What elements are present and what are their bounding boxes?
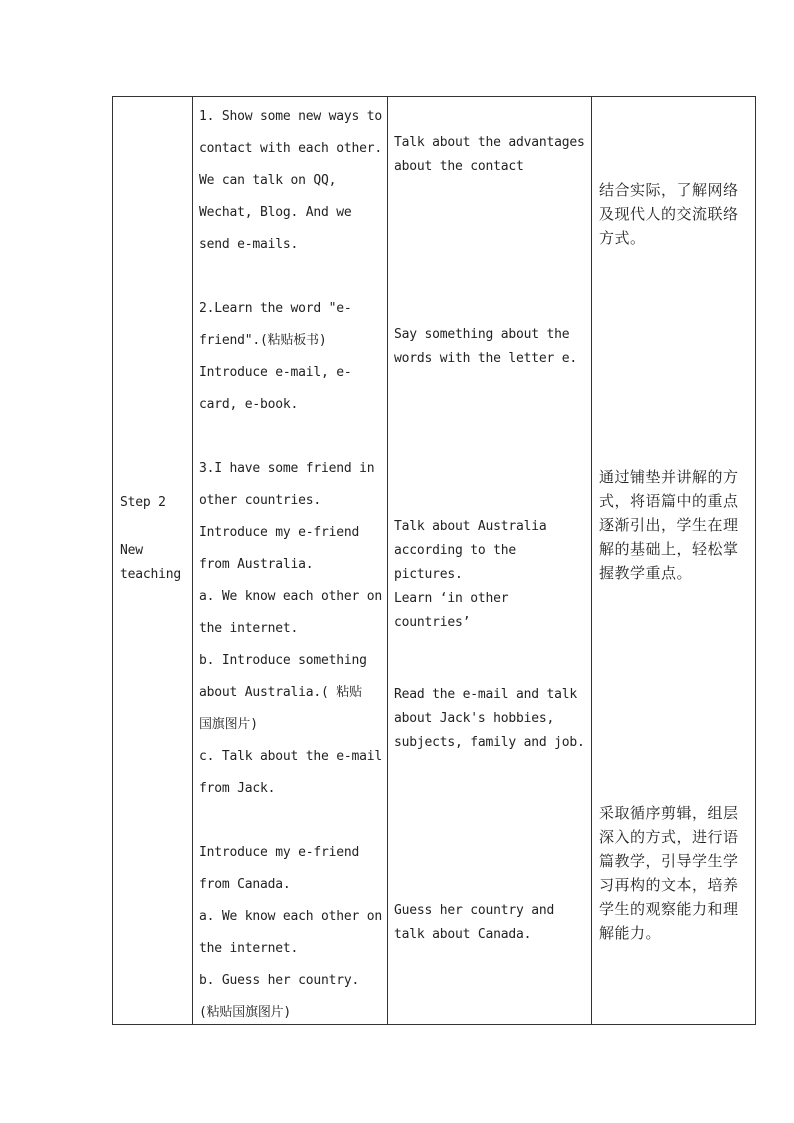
column-divider: [591, 97, 592, 1024]
purpose-line: 握教学重点。: [599, 564, 693, 582]
procedure-line: contact with each other.: [199, 141, 383, 156]
activity-line: talk about Canada.: [394, 927, 532, 942]
activity-line: Talk about the advantages: [394, 135, 585, 150]
activity-line: pictures.: [394, 567, 463, 582]
purpose-line: 方式。: [599, 229, 646, 247]
purpose-line: 采取循序剪辑，组层: [599, 804, 739, 822]
procedure-line: from Canada.: [199, 877, 291, 892]
column-divider: [387, 97, 388, 1024]
purpose-line: 学生的观察能力和理: [599, 900, 739, 918]
procedure-line: 1. Show some new ways to: [199, 109, 383, 124]
activity-line: according to the: [394, 543, 517, 558]
purpose-line: 及现代人的交流联络: [599, 205, 739, 223]
activity-line: Read the e-mail and talk: [394, 687, 578, 702]
procedure-line: about Australia.( 粘贴: [199, 685, 362, 700]
step-label: Step 2: [120, 495, 166, 510]
purpose-line: 篇教学，引导学生学: [599, 852, 739, 870]
procedure-line: 国旗图片): [199, 717, 258, 732]
purpose-line: 深入的方式，进行语: [599, 828, 739, 846]
procedure-line: friend".(粘贴板书): [199, 333, 327, 348]
purpose-line: 式，将语篇中的重点: [599, 492, 739, 510]
procedure-line: send e-mails.: [199, 237, 299, 252]
procedure-line: Introduce my e-friend: [199, 845, 360, 860]
procedure-line: 2.Learn the word "e-: [199, 301, 352, 316]
procedure-line: from Jack.: [199, 781, 276, 796]
procedure-line: other countries.: [199, 493, 322, 508]
activity-line: about the contact: [394, 159, 524, 174]
purpose-line: 结合实际，了解网络: [599, 181, 739, 199]
procedure-line: a. We know each other on: [199, 909, 383, 924]
activity-line: subjects, family and job.: [394, 735, 585, 750]
activity-line: countries’: [394, 615, 471, 630]
purpose-line: 逐渐引出，学生在理: [599, 516, 739, 534]
purpose-line: 解能力。: [599, 924, 662, 942]
activity-line: Talk about Australia: [394, 519, 547, 534]
purpose-line: 解的基础上，轻松掌: [599, 540, 739, 558]
procedure-line: b. Guess her country.: [199, 973, 360, 988]
purpose-line: 通过铺垫并讲解的方: [599, 468, 739, 486]
procedure-line: a. We know each other on: [199, 589, 383, 604]
procedure-line: from Australia.: [199, 557, 314, 572]
procedure-line: Introduce e-mail, e-: [199, 365, 352, 380]
procedure-line: (粘贴国旗图片): [199, 1005, 292, 1020]
procedure-line: We can talk on QQ,: [199, 173, 337, 188]
procedure-line: the internet.: [199, 621, 299, 636]
activity-line: Say something about the: [394, 327, 570, 342]
purpose-line: 习再构的文本，培养: [599, 876, 739, 894]
activity-line: Guess her country and: [394, 903, 555, 918]
activity-line: words with the letter e.: [394, 351, 578, 366]
procedure-line: b. Introduce something: [199, 653, 367, 668]
procedure-line: card, e-book.: [199, 397, 299, 412]
procedure-line: the internet.: [199, 941, 299, 956]
step-title-line: teaching: [120, 567, 182, 582]
procedure-line: Introduce my e-friend: [199, 525, 360, 540]
procedure-line: Wechat, Blog. And we: [199, 205, 352, 220]
step-title-line: New: [120, 543, 143, 558]
activity-line: Learn ‘in other: [394, 591, 509, 606]
column-divider: [192, 97, 193, 1024]
activity-line: about Jack's hobbies,: [394, 711, 555, 726]
procedure-line: 3.I have some friend in: [199, 461, 375, 476]
procedure-line: c. Talk about the e-mail: [199, 749, 383, 764]
